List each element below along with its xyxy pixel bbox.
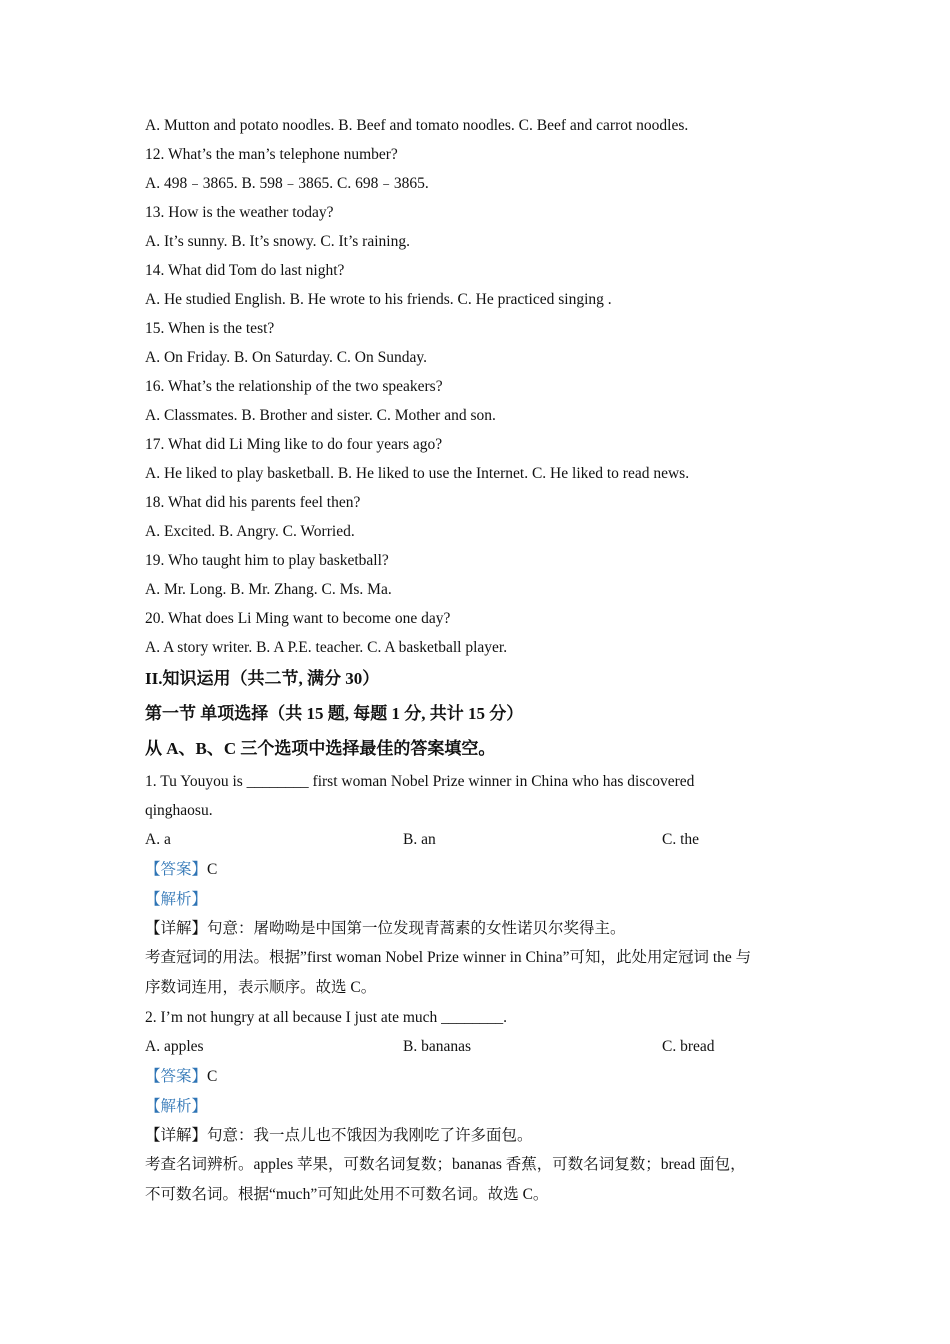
q1-option-a: A. a — [145, 831, 171, 848]
q1-analysis-label: 【解析】 — [145, 891, 208, 908]
q20-options: A. A story writer. B. A P.E. teacher. C. A basketball player. — [145, 639, 508, 656]
q2-answer-label: 【答案】 — [145, 1068, 208, 1085]
q1-option-c: C. the — [662, 831, 700, 848]
q1-answer-label: 【答案】 — [145, 861, 208, 878]
q17-options: A. He liked to play basketball. B. He liked to use the Internet. C. He liked to read news. — [145, 465, 690, 482]
q1-stem-line2: qinghaosu. — [145, 802, 213, 819]
q19-options: A. Mr. Long. B. Mr. Zhang. C. Ms. Ma. — [145, 581, 392, 598]
instruction-heading: 从 A、B、C 三个选项中选择最佳的答案填空。 — [145, 739, 496, 758]
q20-stem: 20. What does Li Ming want to become one day? — [145, 610, 451, 627]
q1-explain-line2: 序数词连用，表示顺序。故选 C。 — [145, 979, 377, 996]
q16-options: A. Classmates. B. Brother and sister. C. Mother and son. — [145, 407, 496, 424]
q1-answer — [145, 860, 217, 880]
q14-options: A. He studied English. B. He wrote to his friends. C. He practiced singing . — [145, 291, 612, 308]
q1-answer-value: C — [207, 861, 218, 878]
q15-options: A. On Friday. B. On Saturday. C. On Sunday. — [145, 349, 427, 366]
section-heading: II.知识运用（共二节, 满分 30） — [145, 669, 380, 688]
q2-analysis-label: 【解析】 — [145, 1098, 208, 1115]
q2-answer — [145, 1067, 217, 1087]
q13-options: A. It’s sunny. B. It’s snowy. C. It’s raining. — [145, 233, 410, 250]
q1-option-b: B. an — [403, 831, 436, 848]
q2-option-b: B. bananas — [403, 1038, 472, 1055]
q11-options: A. Mutton and potato noodles. B. Beef and tomato noodles. C. Beef and carrot noodles. — [145, 117, 689, 134]
part1-heading: 第一节 单项选择（共 15 题, 每题 1 分, 共计 15 分） — [145, 704, 524, 723]
q17-stem: 17. What did Li Ming like to do four years ago? — [145, 436, 443, 453]
q18-options: A. Excited. B. Angry. C. Worried. — [145, 523, 355, 540]
q1-detail: 【详解】句意：屠呦呦是中国第一位发现青蒿素的女性诺贝尔奖得主。 — [145, 920, 626, 937]
q12-stem: 12. What’s the man’s telephone number? — [145, 146, 398, 163]
q1-explain-line1: 考查冠词的用法。根据”first woman Nobel Prize winner in China”可知，此处用定冠词 the 与 — [145, 949, 752, 966]
q1-analysis — [145, 890, 207, 910]
q2-option-c: C. bread — [662, 1038, 715, 1055]
q16-stem: 16. What’s the relationship of the two speakers? — [145, 378, 443, 395]
q2-stem: 2. I’m not hungry at all because I just ate much ________. — [145, 1009, 508, 1026]
q1-stem-line1: 1. Tu Youyou is ________ first woman Nobel Prize winner in China who has discovered — [145, 773, 695, 790]
q14-stem: 14. What did Tom do last night? — [145, 262, 345, 279]
q2-answer-value: C — [207, 1068, 218, 1085]
q15-stem: 15. When is the test? — [145, 320, 275, 337]
q12-options: A. 498﹣3865. B. 598﹣3865. C. 698﹣3865. — [145, 175, 429, 192]
q2-analysis — [145, 1097, 207, 1117]
q2-option-a: A. apples — [145, 1038, 204, 1055]
q19-stem: 19. Who taught him to play basketball? — [145, 552, 389, 569]
q18-stem: 18. What did his parents feel then? — [145, 494, 361, 511]
q13-stem: 13. How is the weather today? — [145, 204, 334, 221]
q2-detail: 【详解】句意：我一点儿也不饿因为我刚吃了许多面包。 — [145, 1127, 533, 1144]
q2-explain-line2: 不可数名词。根据“much”可知此处用不可数名词。故选 C。 — [145, 1186, 549, 1203]
q2-explain-line1: 考查名词辨析。apples 苹果，可数名词复数；bananas 香蕉，可数名词复数；bread 面包， — [145, 1156, 746, 1173]
